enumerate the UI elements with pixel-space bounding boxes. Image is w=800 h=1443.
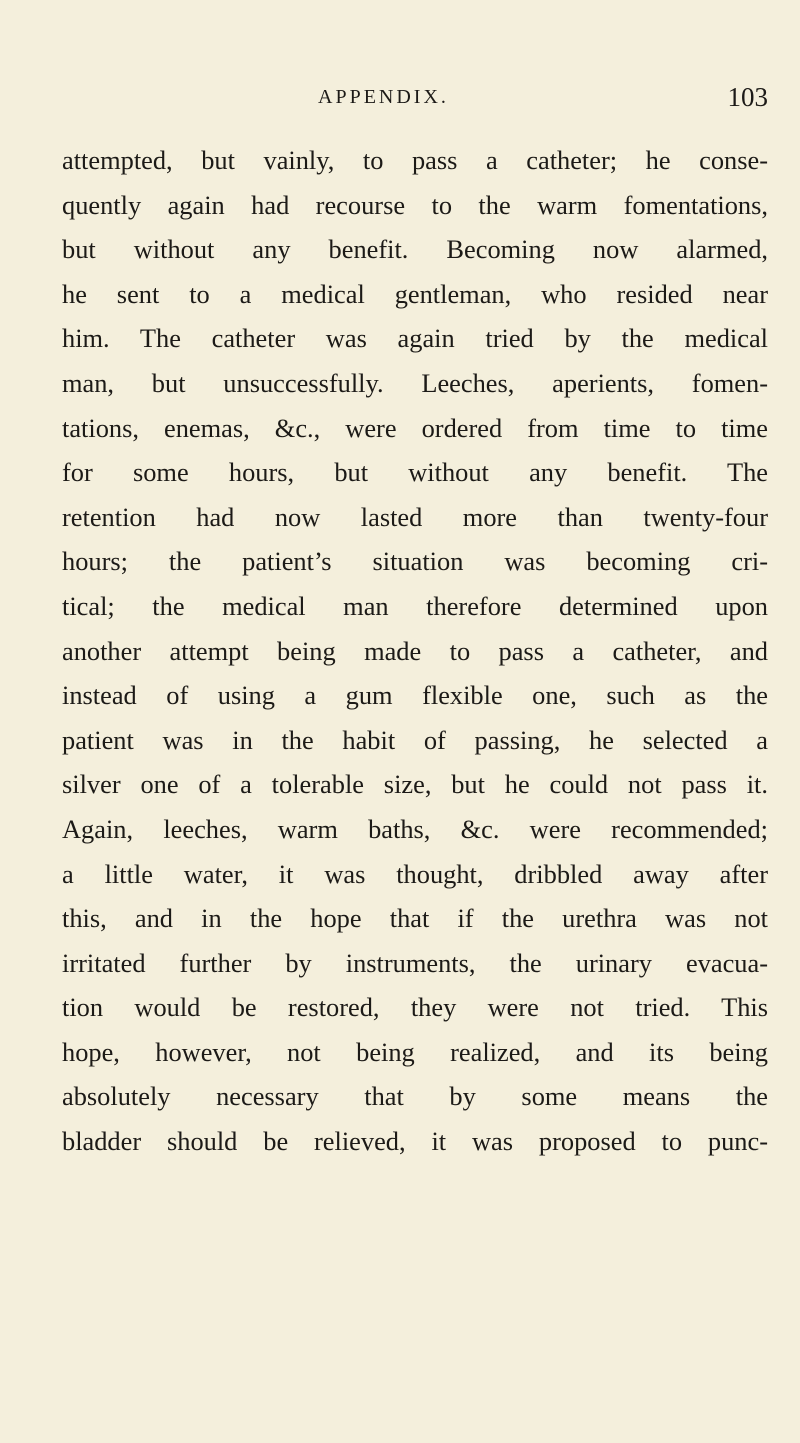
text-line: instead of using a gum flexible one, such as the xyxy=(62,680,768,711)
text-line: this, and in the hope that if the urethra was not xyxy=(62,903,768,934)
text-line: irritated further by instruments, the urinary evacua- xyxy=(62,947,768,978)
body-text xyxy=(62,138,768,1164)
text-line: hours; the patient’s situation was becoming cri- xyxy=(62,546,768,577)
text-line: patient was in the habit of passing, he selected a xyxy=(62,724,768,755)
text-line: attempted, but vainly, to pass a catheter; he conse- xyxy=(62,145,768,175)
text-line: man, but unsuccessfully. Leeches, aperients, fomen- xyxy=(62,367,768,398)
page-number: 103 xyxy=(727,82,768,112)
running-head xyxy=(0,82,800,122)
text-line: him. The catheter was again tried by the medical xyxy=(62,323,768,354)
text-line: Again, leeches, warm baths, &c. were recommended; xyxy=(62,813,768,844)
running-title: APPENDIX. xyxy=(318,86,449,108)
text-line: but without any benefit. Becoming now alarmed, xyxy=(62,234,768,265)
text-line: another attempt being made to pass a catheter, and xyxy=(62,635,768,666)
text-line: silver one of a tolerable size, but he could not pass it. xyxy=(62,769,768,800)
text-line: for some hours, but without any benefit. The xyxy=(62,457,768,488)
text-line: quently again had recourse to the warm fomentations, xyxy=(62,189,768,220)
text-line: tion would be restored, they were not tried. This xyxy=(62,992,768,1023)
text-line: bladder should be relieved, it was proposed to punc- xyxy=(62,1126,768,1157)
text-line: hope, however, not being realized, and its being xyxy=(62,1036,768,1067)
text-line: tical; the medical man therefore determined upon xyxy=(62,590,768,621)
text-line: a little water, it was thought, dribbled away after xyxy=(62,858,768,889)
text-line: retention had now lasted more than twenty-four xyxy=(62,501,768,532)
text-line: he sent to a medical gentleman, who resided near xyxy=(62,278,768,309)
text-line: tations, enemas, &c., were ordered from time to time xyxy=(62,412,768,443)
text-line: absolutely necessary that by some means the xyxy=(62,1081,768,1112)
